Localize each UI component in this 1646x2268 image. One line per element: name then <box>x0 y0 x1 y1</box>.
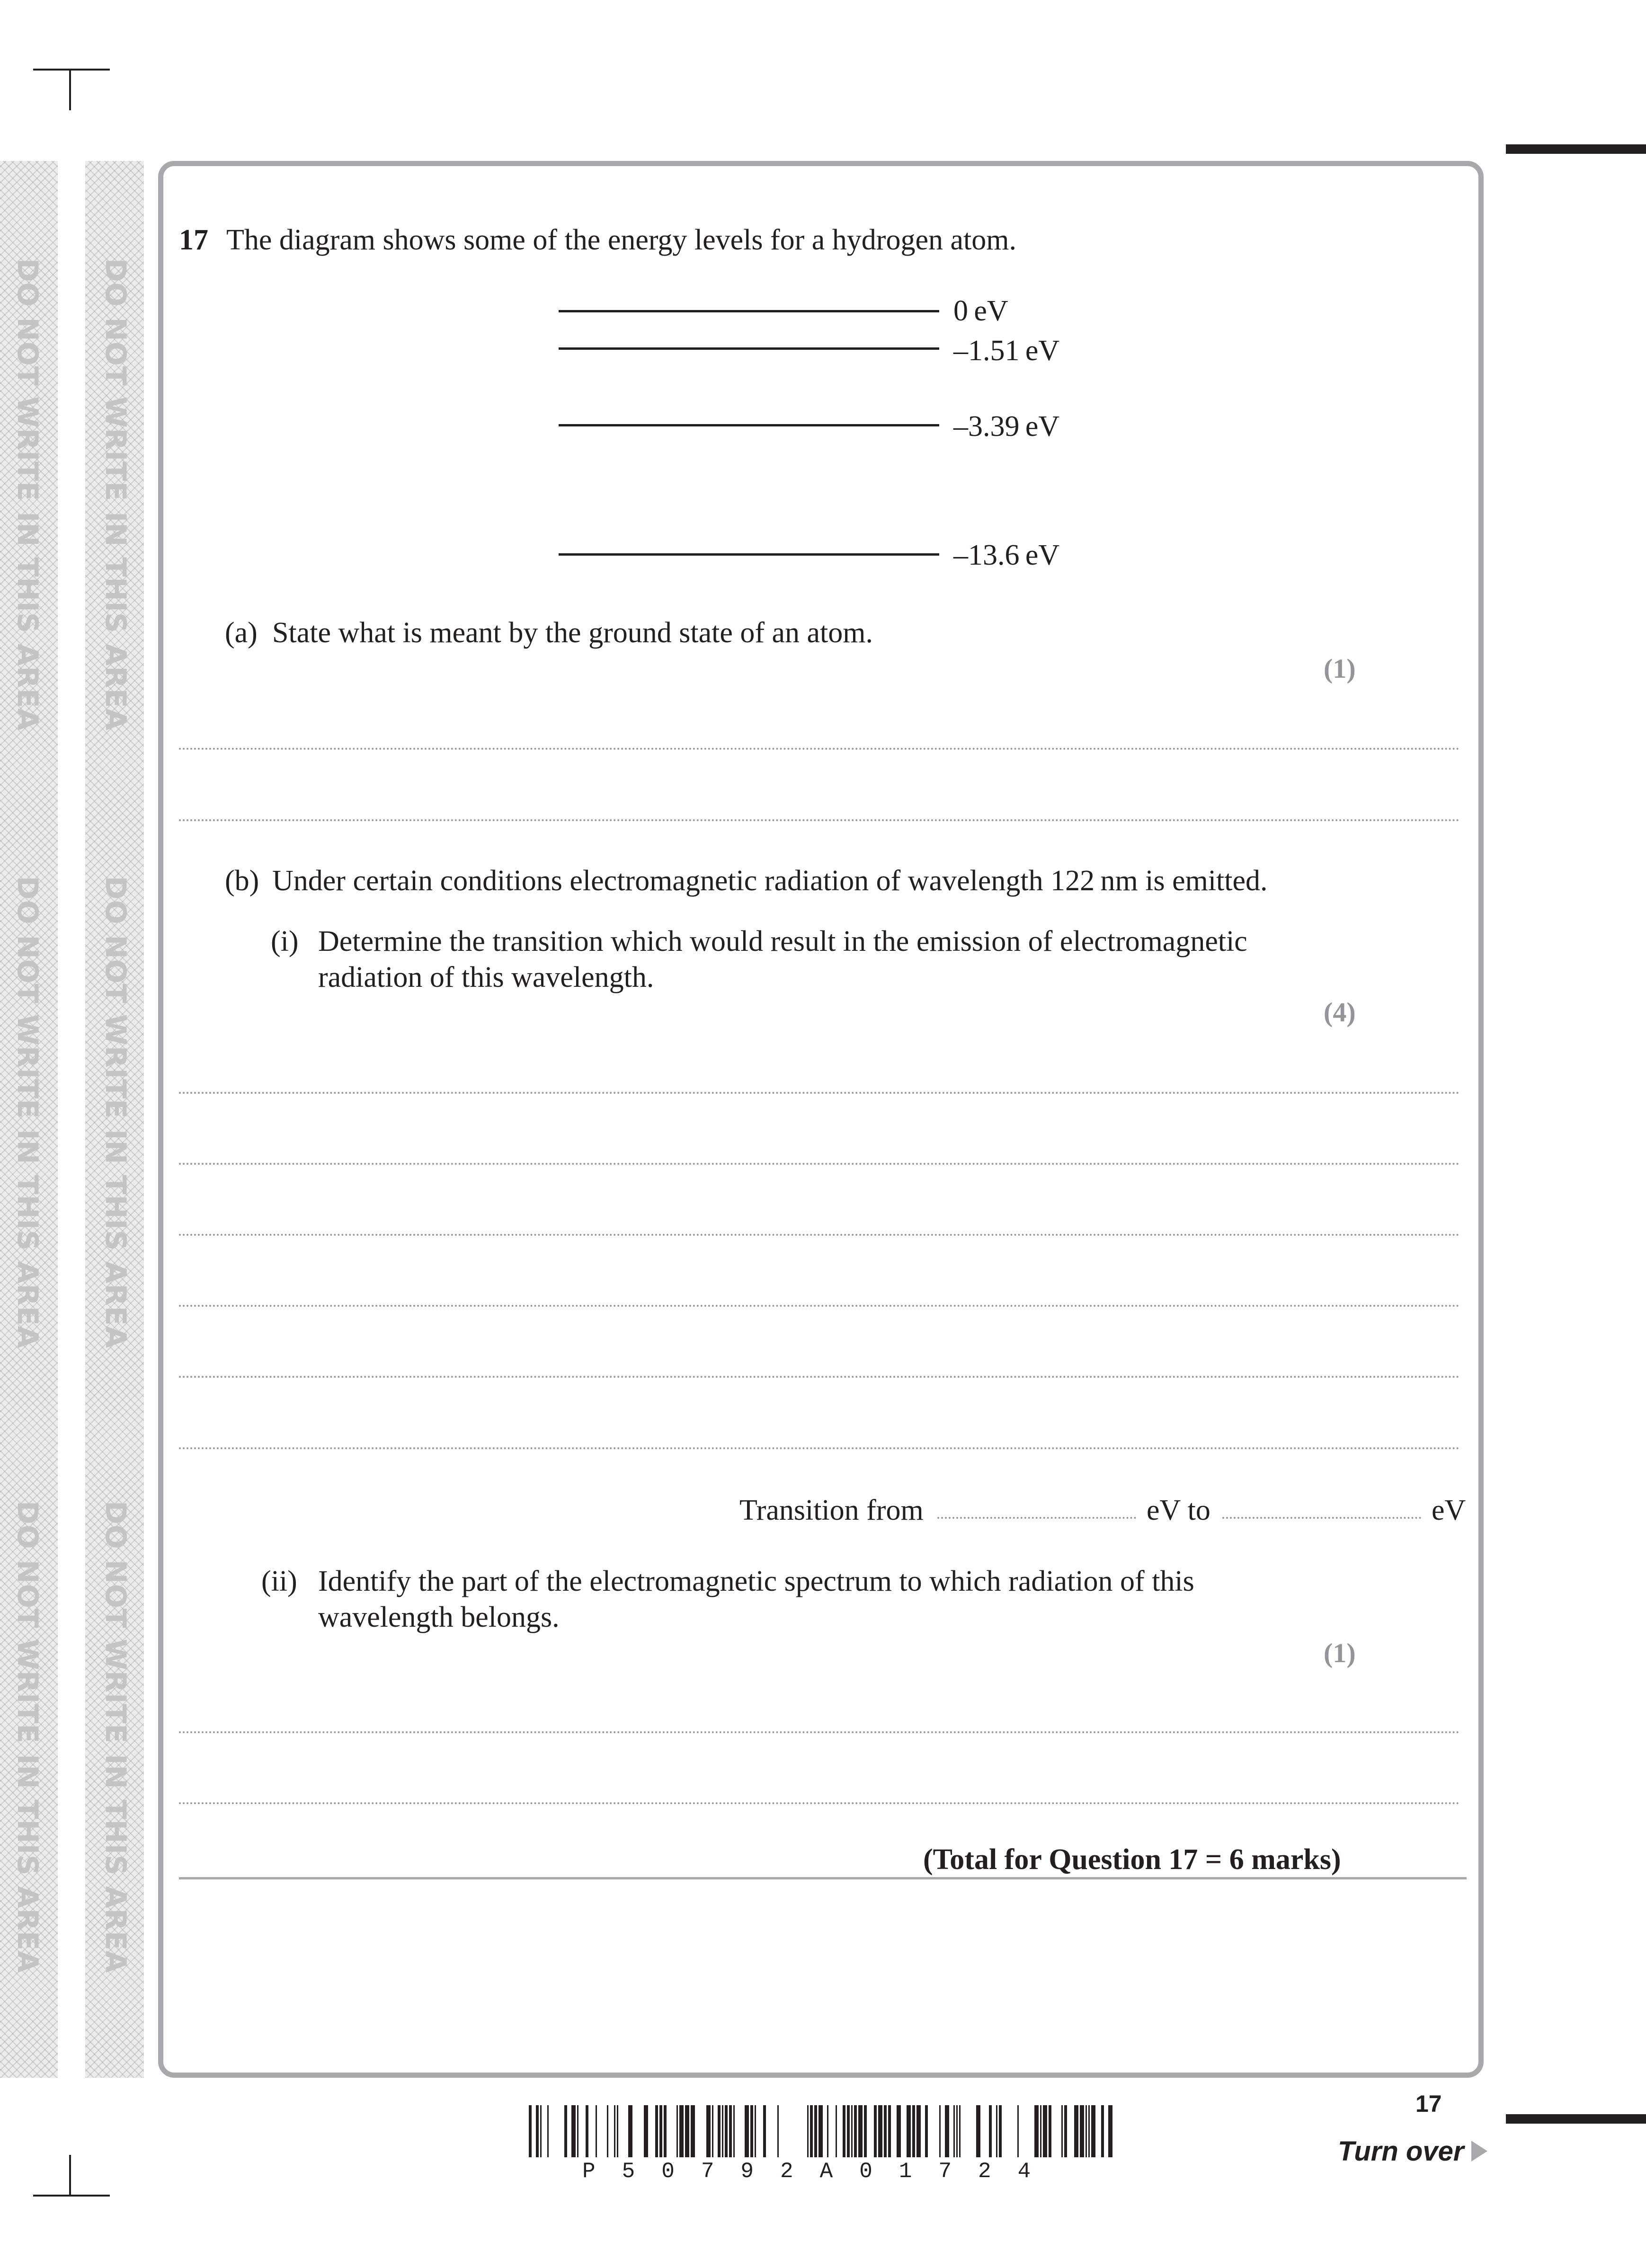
barcode-image <box>529 2105 1117 2157</box>
part-b-i-text-line1: Determine the transition which would result in the emission of electromagnetic <box>318 925 1247 957</box>
barcode-bar <box>810 2105 813 2157</box>
question-panel <box>158 161 1484 2078</box>
barcode-bar <box>916 2105 921 2157</box>
total-rule <box>179 1877 1467 1879</box>
barcode-bar <box>1017 2105 1019 2157</box>
part-b-i-text-line2: radiation of this wavelength. <box>318 961 654 993</box>
answer-line[interactable] <box>179 1802 1460 1804</box>
barcode-bar <box>547 2105 549 2157</box>
part-b-ii-text-line2: wavelength belongs. <box>318 1601 560 1633</box>
barcode-bar <box>617 2105 618 2157</box>
energy-level-label: –1.51 eV <box>953 335 1060 367</box>
barcode-bar <box>718 2105 721 2157</box>
barcode-bar <box>607 2105 608 2157</box>
barcode-bar <box>851 2105 853 2157</box>
transition-from-blank[interactable] <box>937 1517 1136 1519</box>
barcode-bar <box>614 2105 615 2157</box>
part-b-i-label: (i) <box>271 925 299 957</box>
answer-line[interactable] <box>179 1376 1460 1378</box>
turn-over-label: Turn over <box>1338 2136 1464 2167</box>
energy-level-line <box>559 347 939 350</box>
barcode-bar <box>1049 2105 1051 2157</box>
barcode-bar <box>836 2105 837 2157</box>
answer-line[interactable] <box>179 1092 1460 1094</box>
margin-warning: DO NOT WRITE IN THIS AREA <box>11 258 44 731</box>
part-a-marks: (1) <box>1324 653 1356 684</box>
barcode-bar <box>564 2105 567 2157</box>
part-b-ii-marks: (1) <box>1324 1638 1356 1668</box>
barcode-bar <box>644 2105 648 2157</box>
barcode-bar <box>1040 2105 1041 2157</box>
transition-to-blank[interactable] <box>1222 1517 1421 1519</box>
barcode-bar <box>596 2105 597 2157</box>
barcode-bar <box>1074 2105 1078 2157</box>
barcode-bar <box>679 2105 684 2157</box>
barcode-bar <box>712 2105 713 2157</box>
barcode-bar <box>959 2105 961 2157</box>
barcode-bar <box>664 2105 667 2157</box>
part-b-ii-text-line1: Identify the part of the electromagnetic spectrum to which radiation of this <box>318 1565 1194 1597</box>
part-a-label: (a) <box>225 617 258 649</box>
barcode-bar <box>628 2105 632 2157</box>
barcode-bar <box>722 2105 723 2157</box>
barcode-bar <box>763 2105 766 2157</box>
barcode-bar <box>1061 2105 1063 2157</box>
part-a-text: State what is meant by the ground state of an atom. <box>272 617 873 649</box>
barcode-bar <box>884 2105 887 2157</box>
barcode-bar <box>536 2105 539 2157</box>
edge-bar-top <box>1506 144 1646 154</box>
barcode-bar <box>691 2105 695 2157</box>
turn-over-arrow-icon <box>1471 2141 1487 2162</box>
barcode-bar <box>843 2105 845 2157</box>
part-b-i-marks: (4) <box>1324 997 1356 1028</box>
barcode-bar <box>864 2105 867 2157</box>
energy-level-line <box>559 553 939 556</box>
barcode-bar <box>956 2105 958 2157</box>
barcode-bar <box>540 2105 542 2157</box>
barcode-bar <box>939 2105 941 2157</box>
crop-mark-top-v <box>69 69 71 110</box>
barcode-bar <box>1101 2105 1104 2157</box>
crop-mark-top-h <box>33 69 110 71</box>
barcode-bar <box>706 2105 711 2157</box>
barcode-bar <box>1085 2105 1087 2157</box>
part-b-ii-label: (ii) <box>261 1565 297 1597</box>
question-intro: The diagram shows some of the energy levels for a hydrogen atom. <box>226 224 1016 256</box>
barcode-bar <box>745 2105 749 2157</box>
barcode-bar <box>807 2105 809 2157</box>
part-b-label: (b) <box>225 865 259 897</box>
barcode-bar <box>755 2105 756 2157</box>
energy-level-label: 0 eV <box>953 295 1008 327</box>
answer-line[interactable] <box>179 1731 1460 1733</box>
barcode-bar <box>874 2105 877 2157</box>
barcode-bar <box>750 2105 753 2157</box>
answer-line[interactable] <box>179 1163 1460 1165</box>
barcode-bar <box>953 2105 955 2157</box>
barcode-bar <box>996 2105 997 2157</box>
barcode-bar <box>1108 2105 1112 2157</box>
energy-level-line <box>559 310 939 312</box>
question-total: (Total for Question 17 = 6 marks) <box>923 1843 1341 1876</box>
barcode-bar <box>912 2105 915 2157</box>
barcode-bar <box>685 2105 689 2157</box>
margin-warning: DO NOT WRITE IN THIS AREA <box>99 876 132 1349</box>
answer-line[interactable] <box>179 1234 1460 1236</box>
page-number: 17 <box>1415 2091 1442 2117</box>
barcode-bar <box>733 2105 735 2157</box>
margin-warning: DO NOT WRITE IN THIS AREA <box>11 876 44 1349</box>
barcode-bar <box>999 2105 1002 2157</box>
barcode-bar <box>655 2105 658 2157</box>
answer-line[interactable] <box>179 1305 1460 1307</box>
barcode-bar <box>945 2105 949 2157</box>
barcode-bar <box>858 2105 863 2157</box>
barcode-bar <box>586 2105 588 2157</box>
barcode-bar <box>989 2105 992 2157</box>
barcode-text: P50792A01724 <box>582 2159 1058 2184</box>
barcode-bar <box>897 2105 901 2157</box>
barcode-bar <box>888 2105 891 2157</box>
edge-bar-bottom <box>1506 2114 1646 2124</box>
energy-level-label: –3.39 eV <box>953 410 1060 443</box>
barcode-bar <box>729 2105 732 2157</box>
margin-warning: DO NOT WRITE IN THIS AREA <box>11 1500 44 1974</box>
transition-from-label: Transition from <box>739 1494 924 1526</box>
crop-mark-bottom-v <box>69 2155 71 2197</box>
ev-to-label: eV to <box>1147 1494 1210 1526</box>
answer-line[interactable] <box>179 819 1460 821</box>
barcode-bar <box>725 2105 728 2157</box>
barcode-bar <box>827 2105 828 2157</box>
barcode-bar <box>814 2105 817 2157</box>
part-b-text: Under certain conditions electromagnetic radiation of wavelength 122 nm is emitted. <box>272 865 1268 897</box>
question-number: 17 <box>179 224 208 256</box>
ev-end-label: eV <box>1432 1494 1466 1526</box>
barcode-bar <box>659 2105 662 2157</box>
barcode-bar <box>1034 2105 1039 2157</box>
margin-warning: DO NOT WRITE IN THIS AREA <box>99 258 132 731</box>
barcode-bar <box>976 2105 980 2157</box>
barcode-bar <box>571 2105 576 2157</box>
margin-warning: DO NOT WRITE IN THIS AREA <box>99 1500 132 1974</box>
energy-level-label: –13.6 eV <box>953 539 1060 571</box>
barcode-bar <box>925 2105 928 2157</box>
barcode-bar <box>1043 2105 1047 2157</box>
barcode-bar <box>854 2105 857 2157</box>
barcode-bar <box>1080 2105 1084 2157</box>
barcode-bar <box>907 2105 911 2157</box>
crop-mark-bottom-h <box>33 2195 110 2197</box>
barcode-bar <box>819 2105 823 2157</box>
answer-line[interactable] <box>179 1447 1460 1449</box>
energy-level-line <box>559 424 939 426</box>
barcode-bar <box>1091 2105 1095 2157</box>
barcode-bar <box>1088 2105 1090 2157</box>
barcode-bar <box>847 2105 850 2157</box>
barcode-bar <box>529 2105 532 2157</box>
barcode-bar <box>676 2105 678 2157</box>
barcode-bar <box>878 2105 882 2157</box>
barcode-bar <box>1064 2105 1067 2157</box>
barcode-bar <box>777 2105 779 2157</box>
barcode-bar <box>577 2105 578 2157</box>
answer-line[interactable] <box>179 748 1460 750</box>
